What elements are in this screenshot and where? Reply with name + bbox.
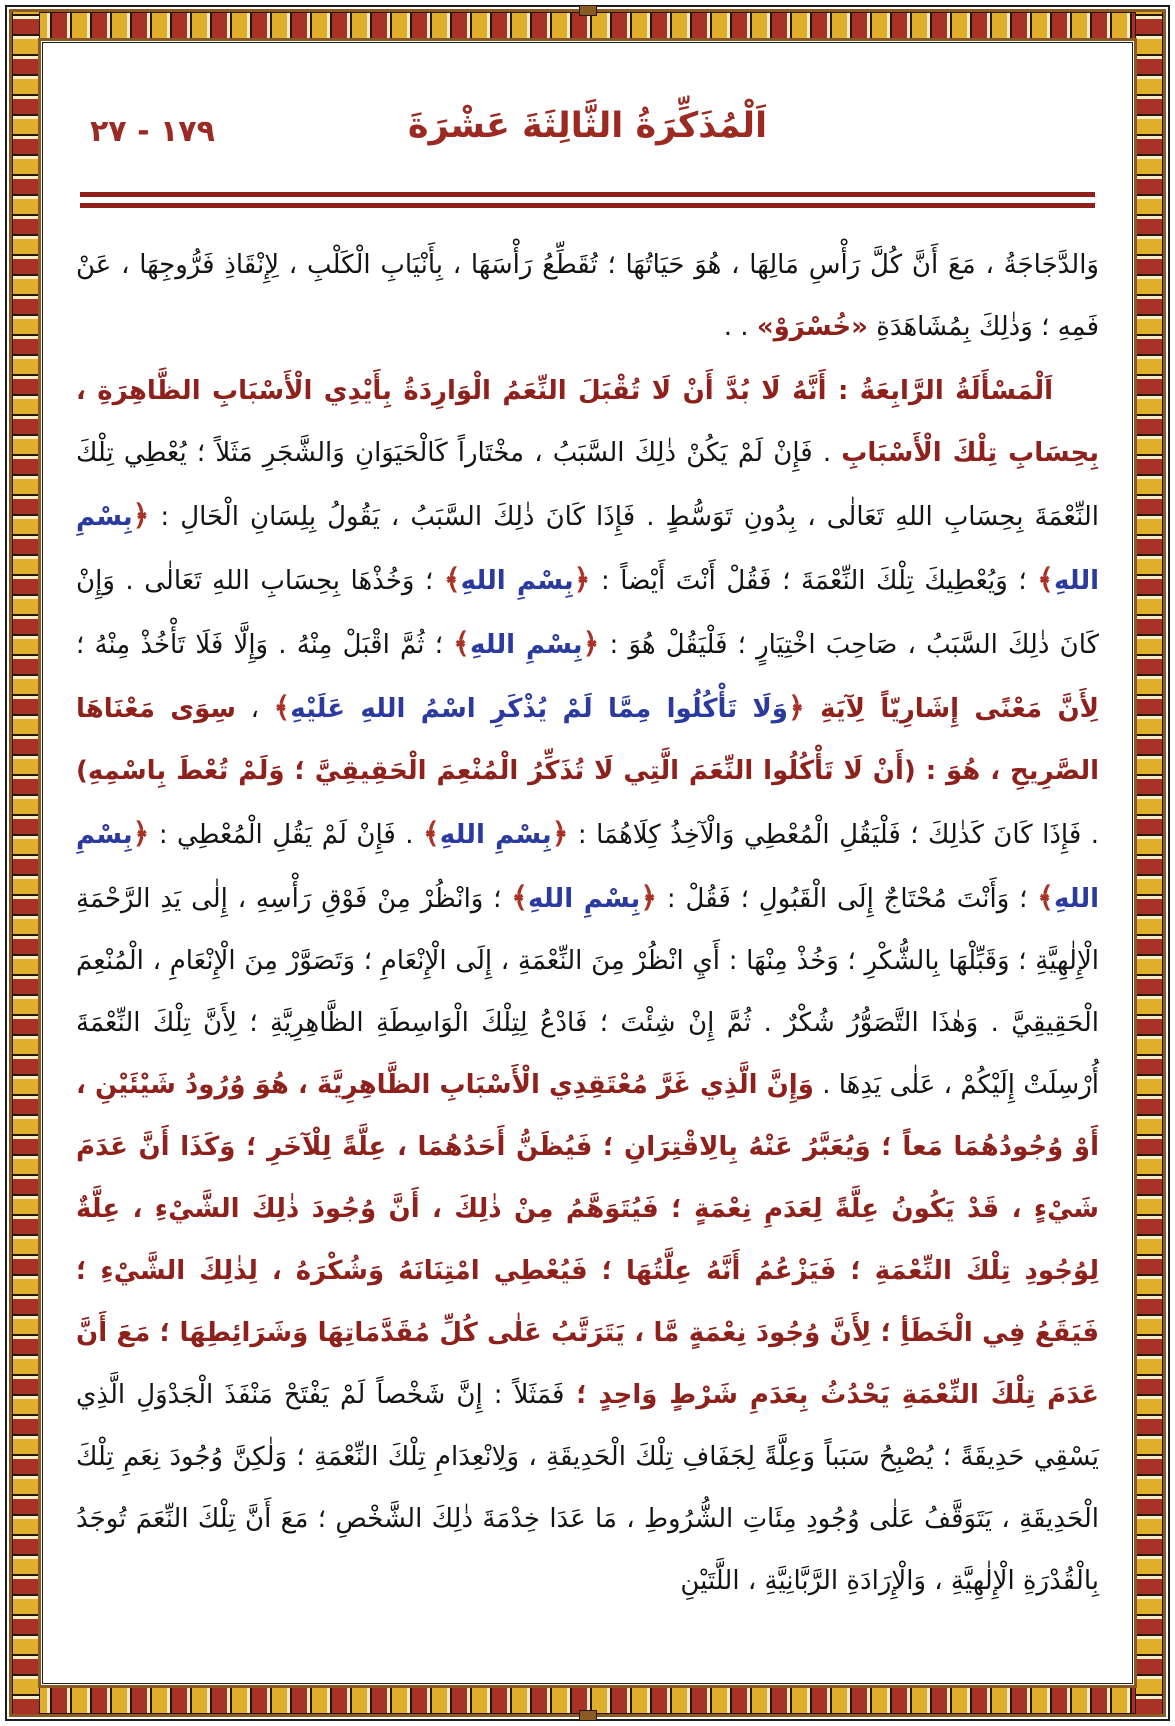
- paragraph-2: [76, 360, 1099, 1612]
- text-segment-bracket: ﴿: [582, 626, 600, 660]
- text-segment-black: . فَإِذَا كَانَ كَذٰلِكَ ؛ فَلْيَقُلِ الْمُعْطِي وَالْآخِذُ كِلَاهُمَا :: [568, 820, 1099, 850]
- page-title: اَلْمُذَكِّرَةُ الثَّالِثَةَ عَشْرَةَ: [407, 106, 768, 146]
- text-segment-bracket: ﴿: [551, 816, 569, 850]
- text-segment-black: ؛ ثُمَّ اقْبَلْ مِنْهُ . وَإِلَّا فَلَا تَأْخُذْ مِنْهُ ؛: [76, 630, 454, 660]
- paragraph-1: [76, 234, 1099, 358]
- frame-center-tab-top: [579, 5, 597, 16]
- text-segment-bracket: ﴾: [1037, 880, 1054, 914]
- text-segment-blue: بِسْمِ اللهِ: [460, 566, 574, 596]
- text-segment-black: فَمَثَلاً : إِنَّ شَخْصاً لَمْ يَفْتَحْ مَنْفَذَ الْجَدْوَلِ الَّذِي يَسْقِي حَدِيقَةً ؛ يُصْبِحُ سَبَباً وَعِلَّةً لِجَفَافِ تِلْكَ الْحَدِيقَةِ ، وَلِانْعِدَامِ تِلْكَ النِّعْمَةِ ؛ وَلٰكِنَّ وُجُودَ نِعَمِ تِلْكَ الْحَدِيقَةِ ، يَتَوَقَّفُ عَلٰى وُجُودِ مِئَاتِ الشُّرُوطِ ، مَا عَدَا خِدْمَةَ ذٰلِكَ الشَّخْصِ ؛ مَعَ أَنَّ تِلْكَ النِّعَمَ تُوجَدُ بِالْقُدْرَةِ الْإِلٰهِيَّةِ ، وَالْإِرَادَةِ الرَّبَّانِيَّةِ ، اللَّتَيْنِ: [76, 1380, 1099, 1596]
- page-content: [46, 46, 1129, 1680]
- text-segment-bracket: ﴿: [573, 562, 591, 596]
- text-segment-red: «خُسْرَوْ»: [756, 312, 868, 342]
- text-segment-red: اَلْمَسْأَلَةُ الرَّابِعَةُ : أَنَّهُ لَا بُدَّ أَنْ لَا تُقْبَلَ النِّعَمُ الْوَارِدَةُ بِأَيْدِي الْأَسْبَابِ الظَّاهِرَةِ ، بِحِسَابِ تِلْكَ الْأَسْبَابِ: [76, 376, 1099, 468]
- text-segment-black: ؛ وَأَنْتَ مُحْتَاجٌ إِلَى الْقَبُولِ ؛ فَقُلْ :: [657, 884, 1038, 914]
- ornament-border-top: [12, 12, 1163, 40]
- text-segment-black: . فَإِنْ لَمْ يَكُنْ ذٰلِكَ السَّبَبُ ، مخْتَاراً كَالْحَيَوَانِ وَالشَّجَرِ مَثَلاً ؛ يُعْطِي تِلْكَ النِّعْمَةَ بِحِسَابِ اللهِ تَعَالٰى ، بِدُونِ تَوَسُّطٍ . فَإِذَا كَانَ ذٰلِكَ السَّبَبُ ، يَقُولُ بِلِسَانِ الْحَالِ :: [76, 438, 1099, 532]
- text-segment-bracket: ﴿: [132, 498, 150, 532]
- text-segment-black: ،: [236, 694, 274, 724]
- ornament-border-left: [12, 12, 40, 1714]
- text-segment-bracket: ﴾: [423, 816, 440, 850]
- header-divider: [80, 192, 1095, 208]
- ornament-border-right: [1135, 12, 1163, 1714]
- text-segment-bracket: ﴿: [787, 690, 805, 724]
- text-segment-bracket: ﴾: [453, 626, 470, 660]
- text-segment-bracket: ﴾: [511, 880, 529, 914]
- page-numbers: ١٧٩ - ٢٧: [90, 114, 215, 149]
- text-segment-blue: بِسْمِ اللهِ: [439, 820, 552, 850]
- text-segment-bracket: ﴾: [443, 562, 461, 596]
- text-segment-blue: بِسْمِ اللهِ: [76, 820, 1100, 914]
- text-segment-bracket: ﴿: [640, 880, 658, 914]
- text-segment-bracket: ﴿: [132, 816, 150, 850]
- body-text: [76, 234, 1099, 1612]
- text-segment-red: لِأَنَّ مَعْنًى إِشَارِيّاً لِآيَةِ: [804, 694, 1099, 724]
- frame-center-tab-bottom: [579, 1710, 597, 1721]
- text-segment-black: ؛ وَيُعْطِيكَ تِلْكَ النِّعْمَةَ ؛ فَقُلْ أَنْتَ أَيْضاً :: [590, 566, 1038, 596]
- text-segment-red: وَإِنَّ الَّذِي غَرَّ مُعْتَقِدِي الْأَسْبَابِ الظَّاهِرِيَّةَ ، هُوَ وُرُودُ شَيْئَيْنِ ، أَوْ وُجُودُهُمَا مَعاً ؛ وَيُعَبَّرُ عَنْهُ بِالِاقْتِرَانِ ؛ فَيُظَنُّ أَحَدُهُمَا ، عِلَّةً لِلْآخَرِ ؛ وَكَذَا أَنَّ عَدَمَ شَيْءٍ ، قَدْ يَكُونُ عِلَّةً لِعَدَمِ نِعْمَةٍ ؛ فَيُتَوَهَّمُ مِنْ ذٰلِكَ ، أَنَّ وُجُودَ ذٰلِكَ الشَّيْءِ ، عِلَّةٌ لِوُجُودِ تِلْكَ النِّعْمَةِ ؛ فَيَزْعُمُ أَنَّهُ عِلَّتُهَا ؛ فَيُعْطِي امْتِنَانَهُ وَشُكْرَهُ ، لِذٰلِكَ الشَّيْءِ ؛ فَيَقَعُ فِي الْخَطَأِ ؛ لِأَنَّ وُجُودَ نِعْمَةٍ مَّا ، يَتَرَتَّبُ عَلٰى كُلِّ مُقَدَّمَاتِهَا وَشَرَائِطِهَا ؛ مَعَ أَنَّ عَدَمَ تِلْكَ النِّعْمَةِ يَحْدُثُ بِعَدَمِ شَرْطٍ وَاحِدٍ ؛: [76, 1070, 1099, 1410]
- text-segment-black: ؛ وَانْظُرْ مِنْ فَوْقِ رَأْسِهِ ، إِلٰى يَدِ الرَّحْمَةِ الْإِلٰهِيَّةِ ؛ وَقَبِّلْهَا بِالشُّكْرِ ؛ وَخُذْ مِنْهَا : أَيِ انْظُرْ مِنَ النِّعْمَةِ ، إِلَى الْإِنْعَامِ ؛ وَتَصَوَّرْ مِنَ الْإِنْعَامِ ، الْمُنْعِمَ الْحَقِيقِيَّ . وَهٰذَا التَّصَوُّرُ شُكْرٌ . ثُمَّ إِنْ شِئْتَ ؛ فَادْعُ لِتِلْكَ الْوَاسِطَةِ الظَّاهِرِيَّةِ ؛ لِأَنَّ تِلْكَ النِّعْمَةَ أُرْسِلَتْ إِلَيْكُمْ ، عَلٰى يَدِهَا .: [76, 884, 1099, 1100]
- text-segment-blue: بِسْمِ اللهِ: [76, 502, 1099, 596]
- text-segment-blue: وَلَا تَأْكُلُوا مِمَّا لَمْ يُذْكَرِ اسْمُ اللهِ عَلَيْهِ: [290, 694, 788, 724]
- text-segment-bracket: ﴾: [1037, 562, 1054, 596]
- text-segment-black: وَالدَّجَاجَةُ ، مَعَ أَنَّ كُلَّ رَأْسِ مَالِهَا ، هُوَ حَيَاتُهَا ؛ تُقَطِّعُ رَأْسَهَا ، بِأَنْيَابِ الْكَلْبِ ، لِإِنْقَاذِ فَرُّوجِهَا ، عَنْ فَمِهِ ؛ وَذٰلِكَ بِمُشَاهَدَةِ: [76, 250, 1099, 342]
- divider-line-bottom: [80, 203, 1095, 208]
- text-segment-black: . فَإِنْ لَمْ يَقُلِ الْمُعْطِي :: [149, 820, 424, 850]
- page-header: [76, 92, 1099, 182]
- text-segment-black: . .: [723, 312, 757, 342]
- text-segment-bracket: ﴾: [273, 690, 291, 724]
- ornament-border-bottom: [12, 1686, 1163, 1714]
- text-segment-red: سِوَى مَعْنَاهَا الصَّرِيحِ ، هُوَ : (أَنْ لَا تَأْكُلُوا النِّعَمَ الَّتِي لَا تُذَكِّرُ الْمُنْعِمَ الْحَقِيقِيَّ ؛ وَلَمْ تُعْطَ بِاسْمِهِ): [76, 694, 1099, 786]
- text-segment-black: ؛ وَخُذْهَا بِحِسَابِ اللهِ تَعَالٰى . وَإِنْ كَانَ ذٰلِكَ السَّبَبُ ، صَاحِبَ اخْتِيَارٍ ؛ فَلْيَقُلْ هُوَ :: [76, 566, 1099, 660]
- text-segment-blue: بِسْمِ اللهِ: [528, 884, 641, 914]
- text-segment-blue: بِسْمِ اللهِ: [469, 630, 583, 660]
